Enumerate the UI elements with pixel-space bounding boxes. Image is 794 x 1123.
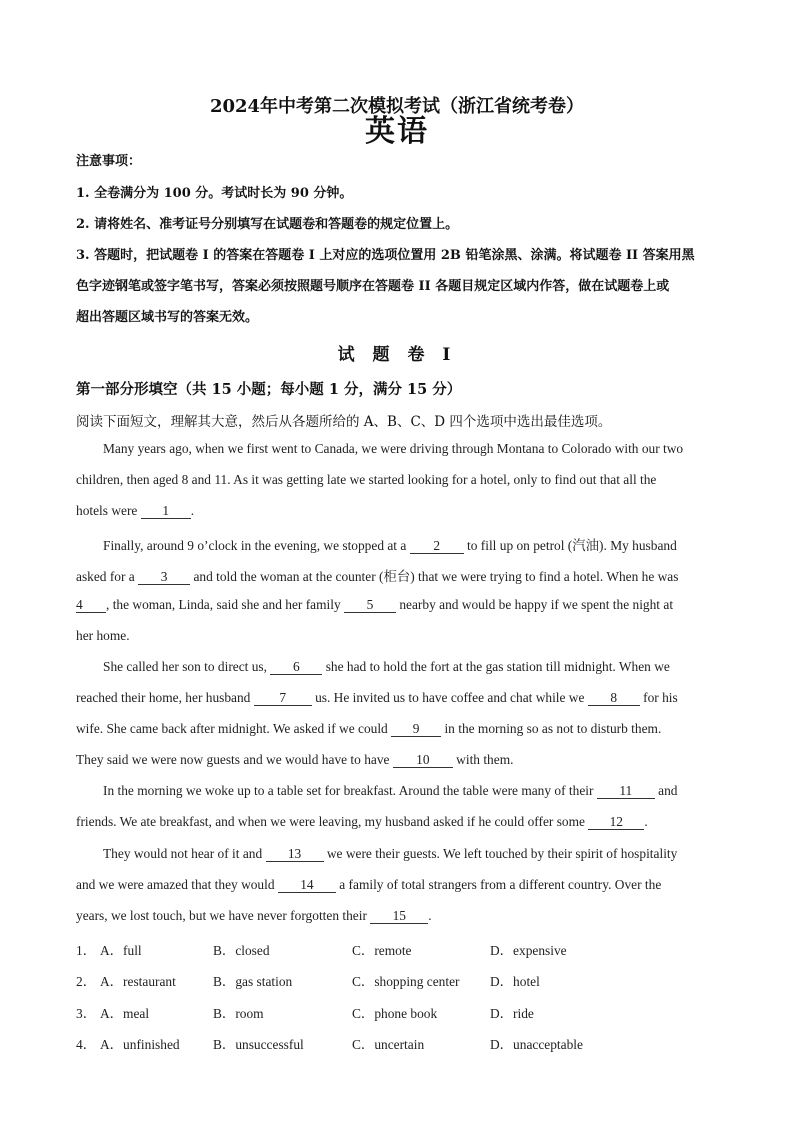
option-d: D．hotel	[490, 974, 540, 989]
option-b: B．room	[213, 1006, 264, 1021]
blank-14: 14	[278, 878, 336, 893]
blank-6: 6	[270, 660, 322, 675]
passage-line	[103, 535, 677, 554]
passage-text: us. He invited us to have coffee and chat while we	[311, 690, 588, 705]
passage-line	[76, 877, 661, 893]
blank-9: 9	[391, 722, 441, 737]
option-a: A．full	[100, 943, 142, 958]
note-item: 3. 答题时，把试题卷 I 的答案在答题卷 I 上对应的选项位置用 2B 铅笔涂黑、涂满。将试题卷 II 答案用黑	[76, 248, 695, 263]
question-number: 1．	[76, 943, 97, 958]
option-c: C．phone book	[352, 1006, 438, 1021]
option-b: B．gas station	[213, 974, 293, 989]
question-number: 2．	[76, 974, 97, 989]
option-c: C．uncertain	[352, 1037, 425, 1052]
blank-2: 2	[410, 539, 464, 554]
passage-text: and we were amazed that they would	[76, 877, 278, 892]
blank-12: 12	[588, 815, 644, 830]
blank-7: 7	[254, 691, 312, 706]
option-d: D．ride	[490, 1006, 534, 1021]
blank-11: 11	[597, 784, 655, 799]
passage-line	[76, 690, 678, 706]
note-item: 色字迹钢笔或签字笔书写，答案必须按照题号顺序在答题卷 II 各题目规定区域内作答，做在试题卷上或	[76, 279, 670, 294]
subject-title: 英语	[365, 114, 429, 149]
passage-line	[76, 597, 673, 613]
passage-line	[103, 846, 677, 862]
option-a: A．restaurant	[100, 974, 176, 989]
blank-5: 5	[344, 598, 396, 613]
passage-text: reached their home, her husband	[76, 690, 254, 705]
passage-text: a family of total strangers from a different country. Over the	[335, 877, 662, 892]
passage-text: with them.	[452, 752, 514, 767]
passage-line	[76, 721, 661, 737]
passage-text: wife. She came back after midnight. We asked if we could	[76, 721, 392, 736]
passage-text: we were their guests. We left touched by their spirit of hospitality	[323, 846, 678, 861]
passage-text: Finally, around 9 o’clock in the evening, we stopped at a	[103, 538, 410, 553]
exam-title: 2024年中考第二次模拟考试（浙江省统考卷）	[209, 96, 585, 117]
passage-line	[76, 566, 678, 585]
passage-text: and	[654, 783, 678, 798]
option-b: B．unsuccessful	[213, 1037, 304, 1052]
note-item: 1. 全卷满分为 100 分。考试时长为 90 分钟。	[76, 186, 353, 201]
passage-text: hotels were	[76, 503, 141, 518]
passage-text: nearby and would be happy if we spent the night at	[396, 597, 674, 612]
passage-line: her home.	[76, 628, 130, 643]
option-c: C．remote	[352, 943, 412, 958]
passage-text: in the morning so as not to disturb them.	[441, 721, 662, 736]
section-title: 试 题 卷 I	[337, 345, 457, 365]
option-a: A．meal	[100, 1006, 150, 1021]
instruction-text: 阅读下面短文，理解其大意，然后从各题所给的 A、B、C、D 四个选项中选出最佳选项。	[76, 414, 612, 430]
passage-text: She called her son to direct us,	[103, 659, 271, 674]
question-number: 3．	[76, 1006, 97, 1021]
passage-text: friends. We ate breakfast, and when we were leaving, my husband asked if he could offer some	[76, 814, 589, 829]
blank-4: 4	[76, 598, 106, 613]
passage-line: children, then aged 8 and 11. As it was getting late we started looking for a hotel, only to find out that all the	[76, 472, 657, 487]
option-a: A．unfinished	[100, 1037, 180, 1052]
blank-10: 10	[393, 753, 453, 768]
part-heading: 第一部分形填空（共 15 小题；每小题 1 分，满分 15 分）	[76, 381, 462, 398]
passage-line	[103, 783, 678, 799]
passage-text: years, we lost touch, but we have never forgotten their	[76, 908, 371, 923]
passage-text: In the morning we woke up to a table set for breakfast. Around the table were many of their	[103, 783, 597, 798]
passage-text: to fill up on petrol (汽油). My husband	[463, 538, 677, 553]
blank-1: 1	[141, 504, 191, 519]
passage-text: she had to hold the fort at the gas station till midnight. When we	[322, 659, 670, 674]
question-number: 4．	[76, 1037, 97, 1052]
blank-3: 3	[138, 570, 190, 585]
passage-text: .	[644, 814, 648, 829]
blank-15: 15	[370, 909, 428, 924]
passage-text: .	[428, 908, 432, 923]
passage-text: .	[190, 503, 195, 518]
passage-line: Many years ago, when we first went to Canada, we were driving through Montana to Colorado with our two	[103, 441, 684, 456]
option-d: D．unacceptable	[490, 1037, 583, 1052]
option-b: B．closed	[213, 943, 270, 958]
blank-8: 8	[588, 691, 640, 706]
passage-line	[103, 659, 670, 675]
note-item: 超出答题区域书写的答案无效。	[76, 310, 259, 325]
passage-text: asked for a	[76, 569, 139, 584]
note-item: 2. 请将姓名、准考证号分别填写在试题卷和答题卷的规定位置上。	[76, 217, 459, 232]
passage-text: They said we were now guests and we would have to have	[76, 752, 393, 767]
passage-line	[76, 814, 648, 830]
passage-text: for his	[639, 690, 678, 705]
passage-text: and told the woman at the counter (柜台) that we were trying to find a hotel. When he was	[190, 569, 679, 584]
option-c: C．shopping center	[352, 974, 460, 989]
option-d: D．expensive	[490, 943, 567, 958]
passage-text: They would not hear of it and	[103, 846, 266, 861]
passage-text: , the woman, Linda, said she and her family	[106, 597, 344, 612]
blank-13: 13	[266, 847, 324, 862]
passage-line	[76, 503, 194, 519]
passage-line	[76, 752, 513, 768]
passage-line	[76, 908, 432, 924]
notes-heading: 注意事项：	[76, 154, 142, 169]
